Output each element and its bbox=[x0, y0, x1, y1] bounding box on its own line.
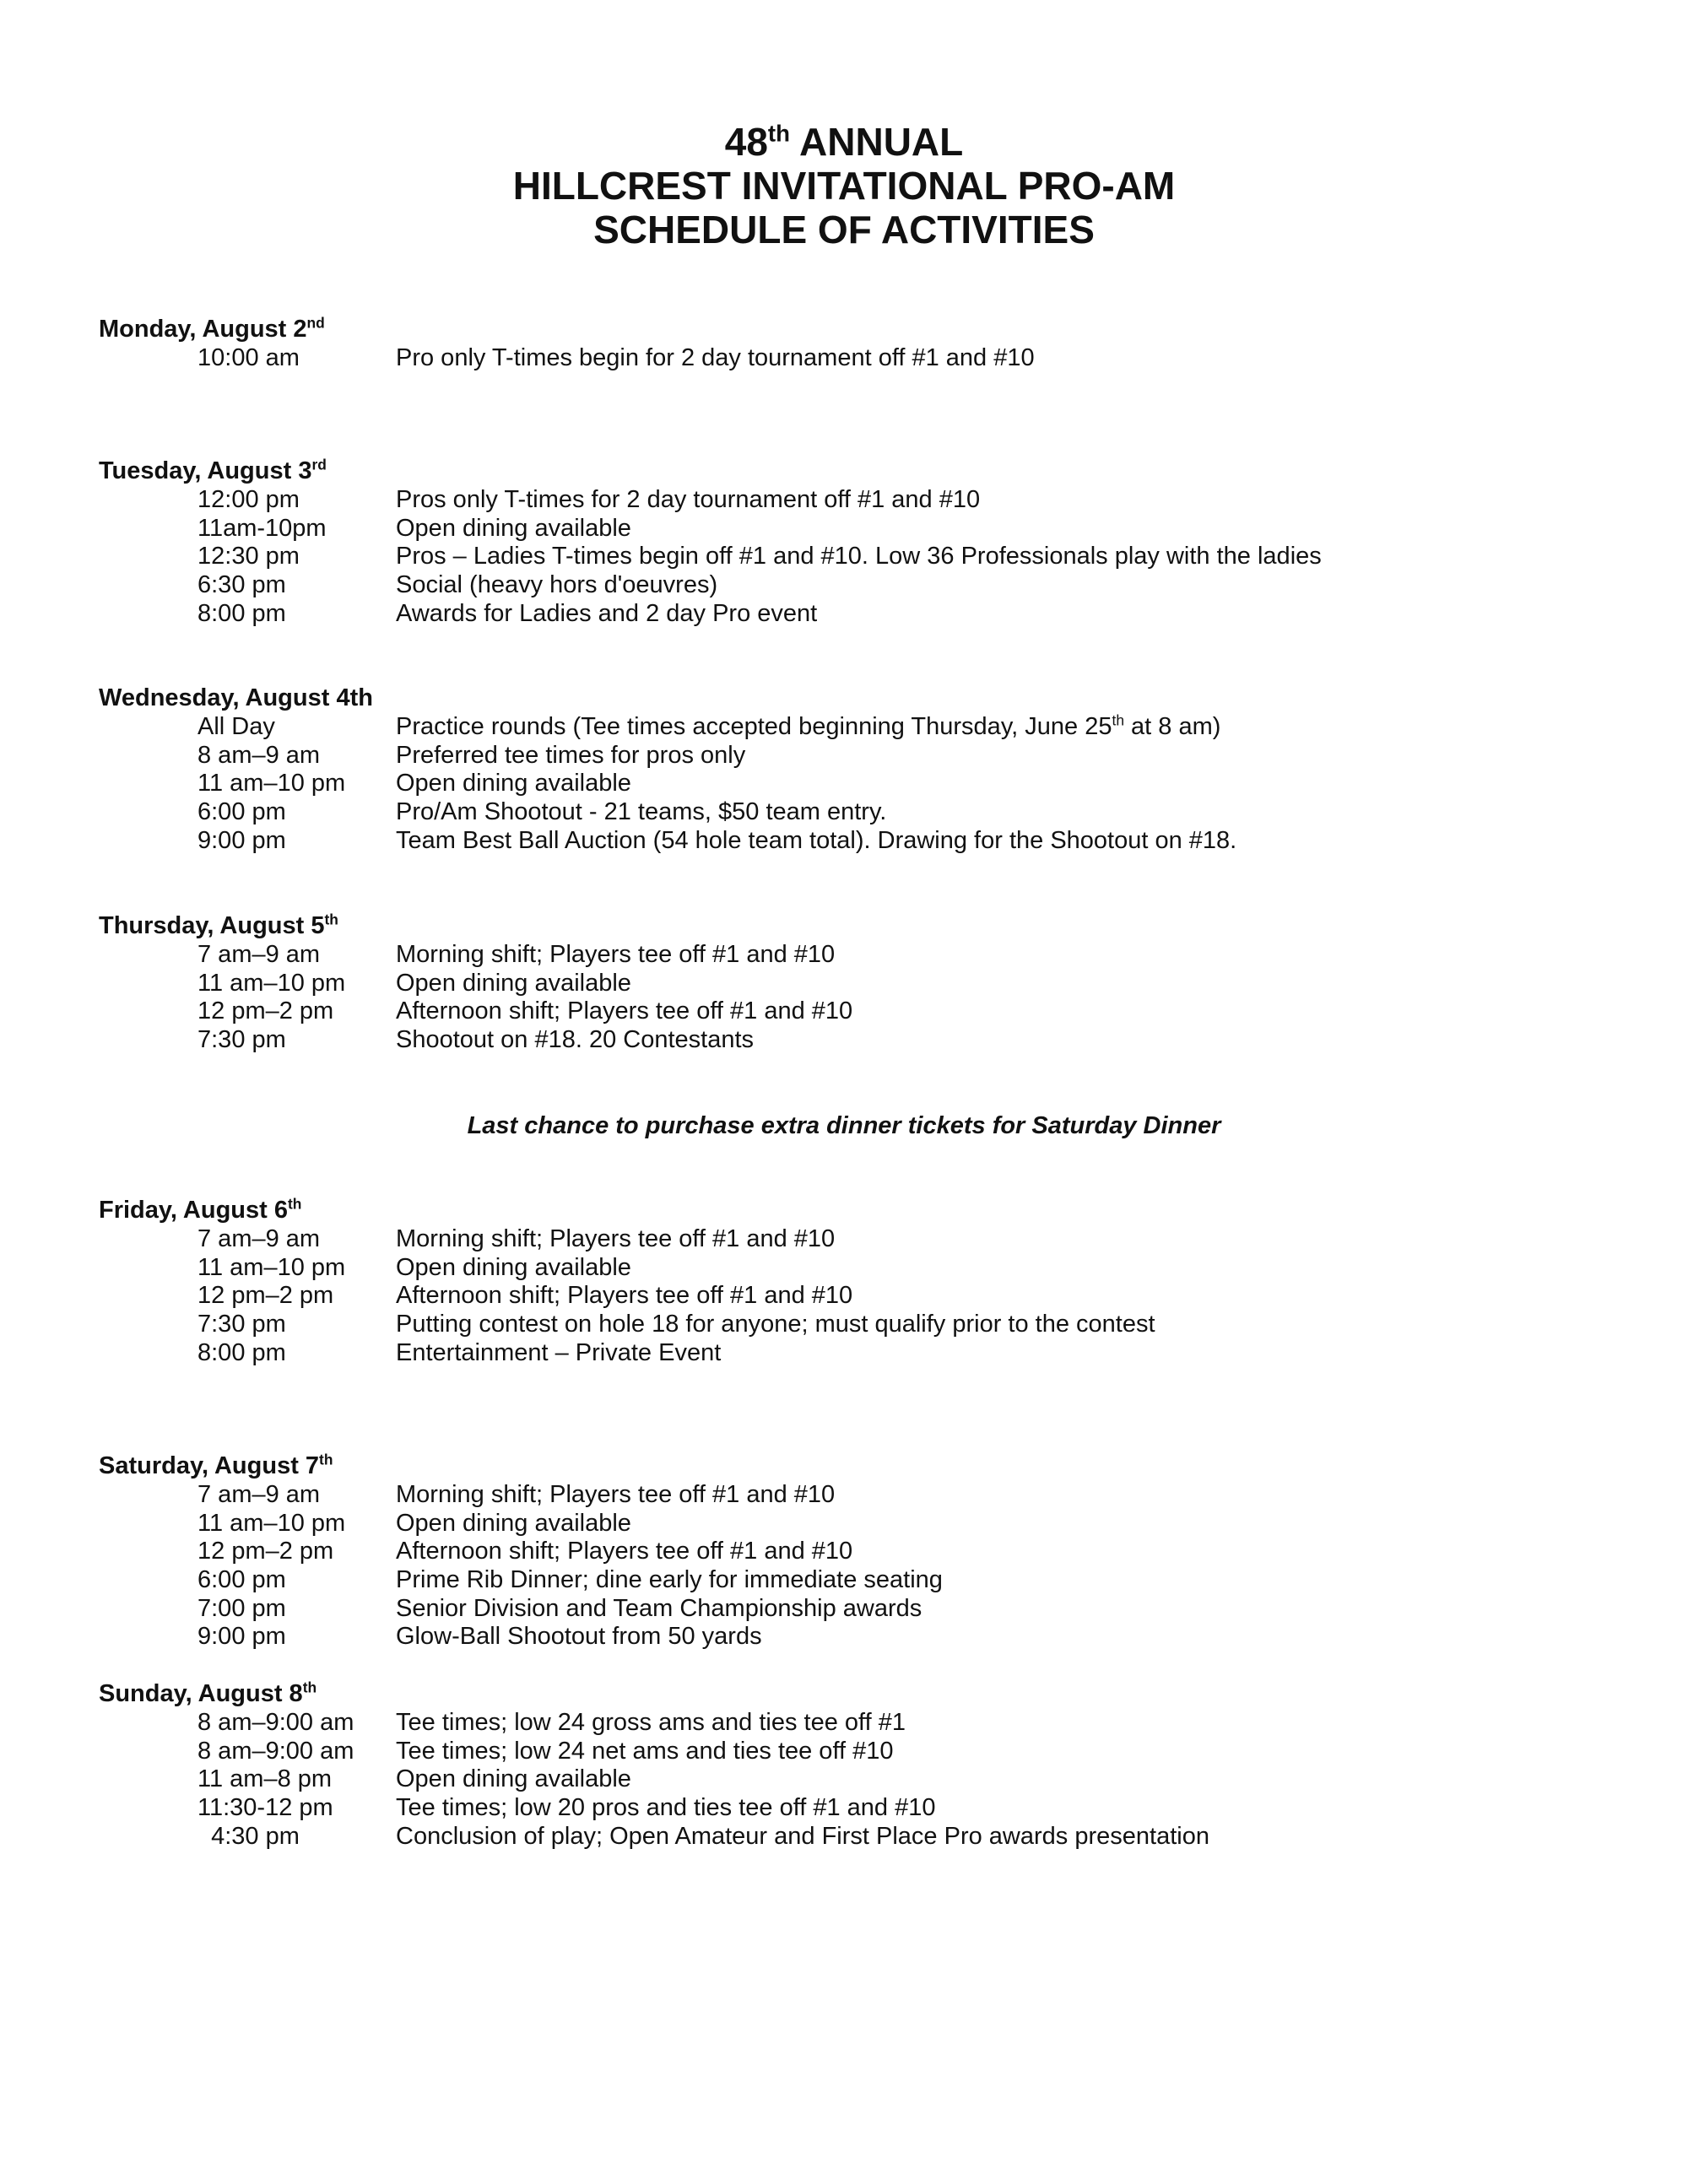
event-description bbox=[396, 712, 1220, 741]
event-text: Pros only T-times for 2 day tournament off #1 and #10 bbox=[396, 486, 981, 513]
schedule-row bbox=[99, 1338, 1618, 1367]
event-text: Pro/Am Shootout - 21 teams, $50 team entry. bbox=[396, 798, 887, 826]
schedule-row bbox=[99, 1822, 1618, 1851]
event-time: 8:00 pm bbox=[197, 599, 286, 627]
event-time: 12 pm–2 pm bbox=[197, 997, 334, 1025]
event-description bbox=[396, 485, 980, 514]
event-description bbox=[396, 1537, 852, 1565]
event-time: 4:30 pm bbox=[197, 1822, 300, 1850]
schedule-row bbox=[99, 1509, 1618, 1538]
event-time: 9:00 pm bbox=[197, 826, 286, 854]
title-annual: ANNUAL bbox=[789, 120, 964, 164]
event-time: 11 am–10 pm bbox=[197, 1253, 346, 1281]
event-text: Pro only T-times begin for 2 day tournament off #1 and #10 bbox=[396, 344, 1035, 371]
event-description bbox=[396, 1622, 762, 1651]
schedule-row bbox=[99, 969, 1618, 997]
day-ordinal: th bbox=[287, 1195, 302, 1213]
event-description bbox=[396, 997, 852, 1025]
event-description bbox=[396, 1338, 721, 1367]
event-description bbox=[396, 1281, 852, 1310]
day-label: Saturday, August 7 bbox=[99, 1452, 320, 1479]
event-text: Pros – Ladies T-times begin off #1 and #10. Low 36 Professionals play with the ladies bbox=[396, 543, 1322, 570]
event-description bbox=[396, 570, 717, 599]
day-heading bbox=[99, 911, 1618, 940]
event-text: Prime Rib Dinner; dine early for immediate seating bbox=[396, 1566, 943, 1594]
schedule-row bbox=[99, 1480, 1618, 1509]
day-ordinal: th bbox=[319, 1451, 333, 1468]
event-time: 11:30-12 pm bbox=[197, 1794, 333, 1822]
day-ordinal: rd bbox=[311, 456, 327, 473]
schedule-row bbox=[99, 1281, 1618, 1310]
event-time: 7:00 pm bbox=[197, 1594, 286, 1622]
schedule-row bbox=[99, 1793, 1618, 1822]
event-text-rest: at 8 am) bbox=[1124, 713, 1221, 740]
event-text: Morning shift; Players tee off #1 and #10 bbox=[396, 1481, 836, 1508]
title-ordinal: th bbox=[767, 120, 790, 147]
event-time: 8 am–9:00 am bbox=[197, 1709, 354, 1736]
event-description bbox=[396, 940, 835, 969]
event-time: 12:30 pm bbox=[197, 543, 300, 570]
event-time: 6:30 pm bbox=[197, 571, 286, 599]
day-heading bbox=[99, 1196, 1618, 1224]
event-time: 7:30 pm bbox=[197, 1026, 286, 1054]
event-time: 6:00 pm bbox=[197, 1566, 286, 1594]
day-section bbox=[99, 1451, 1618, 1651]
schedule-row bbox=[99, 1708, 1618, 1737]
schedule-row bbox=[99, 1025, 1618, 1054]
event-time: 11 am–10 pm bbox=[197, 770, 346, 797]
event-description bbox=[396, 1594, 922, 1623]
event-text: Practice rounds (Tee times accepted beginning Thursday, June 25 bbox=[396, 713, 1112, 740]
schedule-row bbox=[99, 769, 1618, 797]
event-description bbox=[396, 741, 745, 770]
event-description bbox=[396, 1480, 835, 1509]
event-description bbox=[396, 1822, 1209, 1851]
day-label: Sunday, August 8 bbox=[99, 1680, 303, 1707]
schedule-row bbox=[99, 1310, 1618, 1338]
event-text: Afternoon shift; Players tee off #1 and #10 bbox=[396, 997, 853, 1025]
event-text: Tee times; low 24 gross ams and ties tee off #1 bbox=[396, 1709, 906, 1736]
schedule-row bbox=[99, 514, 1618, 543]
day-label: Thursday, August 5 bbox=[99, 912, 325, 939]
event-text: Afternoon shift; Players tee off #1 and #10 bbox=[396, 1282, 853, 1310]
day-section bbox=[99, 315, 1618, 372]
event-time: 7:30 pm bbox=[197, 1311, 286, 1338]
event-ordinal: th bbox=[1112, 711, 1124, 729]
day-label: Monday, August 2 bbox=[99, 316, 307, 343]
event-text: Senior Division and Team Championship awards bbox=[396, 1594, 922, 1622]
event-text: Preferred tee times for pros only bbox=[396, 741, 746, 769]
title-line-1 bbox=[0, 120, 1688, 164]
event-description bbox=[396, 769, 631, 797]
schedule-row bbox=[99, 570, 1618, 599]
title-line-3: SCHEDULE OF ACTIVITIES bbox=[593, 208, 1095, 251]
event-time: 7 am–9 am bbox=[197, 941, 321, 968]
schedule-row bbox=[99, 1765, 1618, 1793]
schedule-row bbox=[99, 1565, 1618, 1594]
event-time: 7 am–9 am bbox=[197, 1481, 321, 1508]
event-text: Entertainment – Private Event bbox=[396, 1338, 722, 1366]
day-section bbox=[99, 1196, 1618, 1366]
event-text: Tee times; low 20 pros and ties tee off #1 and #10 bbox=[396, 1794, 936, 1822]
day-ordinal: nd bbox=[306, 314, 325, 332]
day-label: Friday, August 6 bbox=[99, 1197, 288, 1224]
day-section bbox=[99, 911, 1618, 1054]
event-text: Open dining available bbox=[396, 1509, 631, 1537]
event-time: 6:00 pm bbox=[197, 798, 286, 826]
event-text: Awards for Ladies and 2 day Pro event bbox=[396, 599, 818, 627]
event-text: Open dining available bbox=[396, 770, 631, 797]
day-section bbox=[99, 457, 1618, 627]
event-description bbox=[396, 1224, 835, 1253]
schedule-row bbox=[99, 343, 1618, 372]
day-heading bbox=[99, 1451, 1618, 1480]
event-text: Team Best Ball Auction (54 hole team total). Drawing for the Shootout on #18. bbox=[396, 826, 1237, 854]
event-description bbox=[396, 1509, 631, 1538]
schedule-row bbox=[99, 712, 1618, 741]
event-time: 12 pm–2 pm bbox=[197, 1538, 334, 1565]
event-text: Morning shift; Players tee off #1 and #10 bbox=[396, 941, 836, 968]
event-time: 12 pm–2 pm bbox=[197, 1282, 334, 1310]
event-description bbox=[396, 1565, 943, 1594]
event-text: Open dining available bbox=[396, 1253, 631, 1281]
event-time: 8:00 pm bbox=[197, 1338, 286, 1366]
event-text: Afternoon shift; Players tee off #1 and #10 bbox=[396, 1538, 853, 1565]
event-time: 7 am–9 am bbox=[197, 1225, 321, 1252]
schedule-row bbox=[99, 826, 1618, 855]
event-description bbox=[396, 1737, 893, 1765]
schedule-row bbox=[99, 1224, 1618, 1253]
schedule-row bbox=[99, 1594, 1618, 1623]
event-description bbox=[396, 969, 631, 997]
schedule-row bbox=[99, 797, 1618, 826]
event-text: Open dining available bbox=[396, 1765, 631, 1793]
day-section bbox=[99, 684, 1618, 854]
event-text: Shootout on #18. 20 Contestants bbox=[396, 1026, 755, 1054]
title-line-2: HILLCREST INVITATIONAL PRO-AM bbox=[512, 164, 1176, 208]
schedule-row bbox=[99, 599, 1618, 628]
title-number: 48 bbox=[724, 120, 768, 164]
event-time: 11am-10pm bbox=[197, 514, 327, 542]
event-description bbox=[396, 1253, 631, 1282]
schedule-row bbox=[99, 1737, 1618, 1765]
day-ordinal: th bbox=[302, 1679, 317, 1696]
event-text: Tee times; low 24 net ams and ties tee off #10 bbox=[396, 1737, 894, 1765]
day-heading bbox=[99, 1679, 1618, 1708]
event-text: Open dining available bbox=[396, 514, 631, 542]
event-description bbox=[396, 542, 1322, 570]
event-description bbox=[396, 1793, 936, 1822]
event-text: Putting contest on hole 18 for anyone; must qualify prior to the contest bbox=[396, 1311, 1155, 1338]
event-description bbox=[396, 343, 1035, 372]
event-text: Conclusion of play; Open Amateur and First Place Pro awards presentation bbox=[396, 1822, 1209, 1850]
event-time: 11 am–8 pm bbox=[197, 1765, 333, 1793]
event-description bbox=[396, 599, 817, 628]
event-time: 8 am–9 am bbox=[197, 741, 321, 769]
schedule-row bbox=[99, 1622, 1618, 1651]
day-heading bbox=[99, 315, 1618, 343]
event-time: 11 am–10 pm bbox=[197, 1509, 346, 1537]
day-label: Tuesday, August 3 bbox=[99, 457, 312, 484]
schedule-row bbox=[99, 997, 1618, 1025]
event-time: All Day bbox=[197, 713, 275, 740]
dinner-ticket-note: Last chance to purchase extra dinner tickets for Saturday Dinner bbox=[467, 1112, 1221, 1139]
event-text: Open dining available bbox=[396, 969, 631, 997]
event-time: 11 am–10 pm bbox=[197, 969, 346, 997]
event-time: 12:00 pm bbox=[197, 486, 300, 513]
event-description bbox=[396, 1708, 906, 1737]
event-text: Glow-Ball Shootout from 50 yards bbox=[396, 1623, 762, 1651]
day-heading bbox=[99, 457, 1618, 485]
day-ordinal: th bbox=[324, 911, 338, 928]
event-description bbox=[396, 1310, 1155, 1338]
day-heading bbox=[99, 684, 1618, 712]
event-description bbox=[396, 826, 1236, 855]
event-description bbox=[396, 1025, 754, 1054]
event-text: Morning shift; Players tee off #1 and #10 bbox=[396, 1225, 836, 1252]
event-time: 8 am–9:00 am bbox=[197, 1737, 354, 1765]
day-section bbox=[99, 1679, 1618, 1850]
schedule-row bbox=[99, 542, 1618, 570]
schedule-row bbox=[99, 940, 1618, 969]
schedule-row bbox=[99, 1537, 1618, 1565]
event-description bbox=[396, 1765, 631, 1793]
day-label: Wednesday, August 4th bbox=[99, 684, 373, 711]
event-time: 9:00 pm bbox=[197, 1623, 286, 1651]
event-text: Social (heavy hors d'oeuvres) bbox=[396, 571, 718, 599]
schedule-row bbox=[99, 1253, 1618, 1282]
event-description bbox=[396, 514, 631, 543]
schedule-row bbox=[99, 485, 1618, 514]
schedule-row bbox=[99, 741, 1618, 770]
event-time: 10:00 am bbox=[197, 344, 300, 371]
event-description bbox=[396, 797, 886, 826]
